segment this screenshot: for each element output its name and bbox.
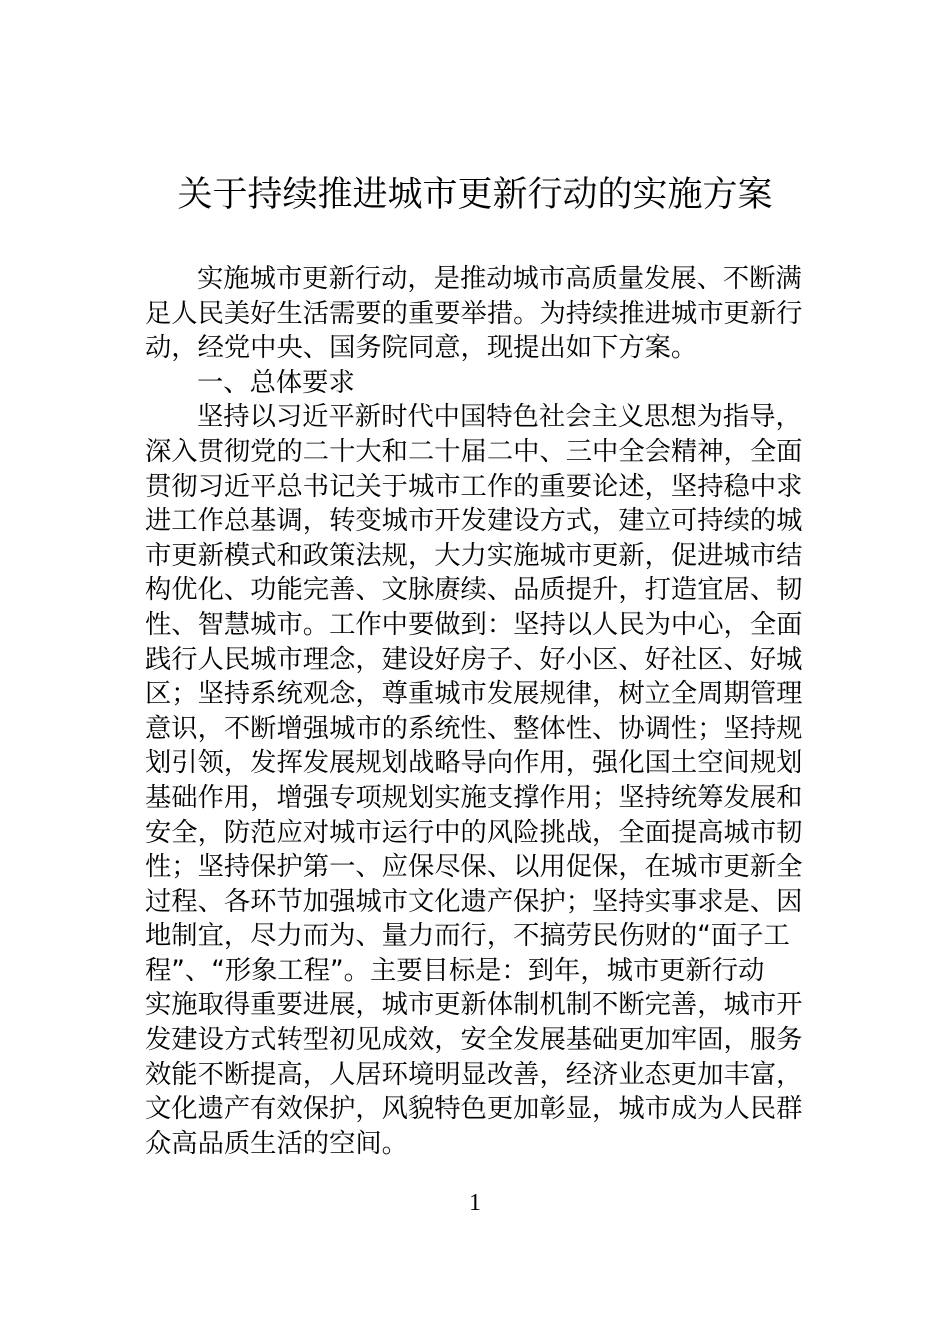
section-line: 文化遗产有效保护，风貌特色更加彰显，城市成为人民群	[145, 1094, 803, 1125]
section-line: 坚持以习近平新时代中国特色社会主义思想为指导，	[197, 402, 802, 433]
section-line: 践行人民城市理念，建设好房子、好小区、好社区、好城	[145, 644, 803, 675]
section-line: 效能不断提高，人居环境明显改善，经济业态更加丰富，	[145, 1059, 803, 1090]
page-number: 1	[469, 1190, 481, 1216]
section-line: 构优化、功能完善、文脉赓续、品质提升，打造宜居、韧	[145, 575, 803, 606]
section-line: 性、智慧城市。工作中要做到：坚持以人民为中心，全面	[145, 609, 803, 640]
section-line: 意识，不断增强城市的系统性、整体性、协调性；坚持规	[145, 713, 803, 744]
intro-paragraph	[145, 262, 807, 1161]
section-line: 过程、各环节加强城市文化遗产保护；坚持实事求是、因	[145, 886, 803, 917]
section-line: 进工作总基调，转变城市开发建设方式，建立可持续的城	[145, 506, 803, 537]
section-line: 众高品质生活的空间。	[145, 1128, 408, 1159]
section-heading: 一、总体要求	[197, 367, 355, 398]
section-line: 性；坚持保护第一、应保尽保、以用促保，在城市更新全	[145, 852, 803, 883]
section-line: 基础作用，增强专项规划实施支撑作用；坚持统筹发展和	[145, 782, 803, 813]
section-line: 实施取得重要进展，城市更新体制机制不断完善，城市开	[145, 990, 803, 1021]
intro-line: 动，经党中央、国务院同意，现提出如下方案。	[145, 333, 698, 364]
section-line: 地制宜，尽力而为、量力而行，不搞劳民伤财的“面子工	[145, 921, 790, 952]
intro-line: 实施城市更新行动，是推动城市高质量发展、不断满	[197, 264, 802, 294]
section-line: 区；坚持系统观念，尊重城市发展规律，树立全周期管理	[145, 679, 803, 710]
section-line: 市更新模式和政策法规，大力实施城市更新，促进城市结	[145, 540, 803, 571]
section-line: 深入贯彻党的二十大和二十届二中、三中全会精神，全面	[145, 436, 803, 467]
section-line: 发建设方式转型初见成效，安全发展基础更加牢固，服务	[145, 1025, 803, 1056]
section-line: 程”、“形象工程”。主要目标是：到年，城市更新行动	[145, 955, 765, 986]
intro-line: 足人民美好生活需要的重要举措。为持续推进城市更新行	[145, 298, 803, 329]
section-line: 划引领，发挥发展规划战略导向作用，强化国土空间规划	[145, 748, 803, 779]
section-line: 安全，防范应对城市运行中的风险挑战，全面提高城市韧	[145, 817, 803, 848]
document-title: 关于持续推进城市更新行动的实施方案	[177, 175, 773, 215]
section-line: 贯彻习近平总书记关于城市工作的重要论述，坚持稳中求	[145, 471, 803, 502]
